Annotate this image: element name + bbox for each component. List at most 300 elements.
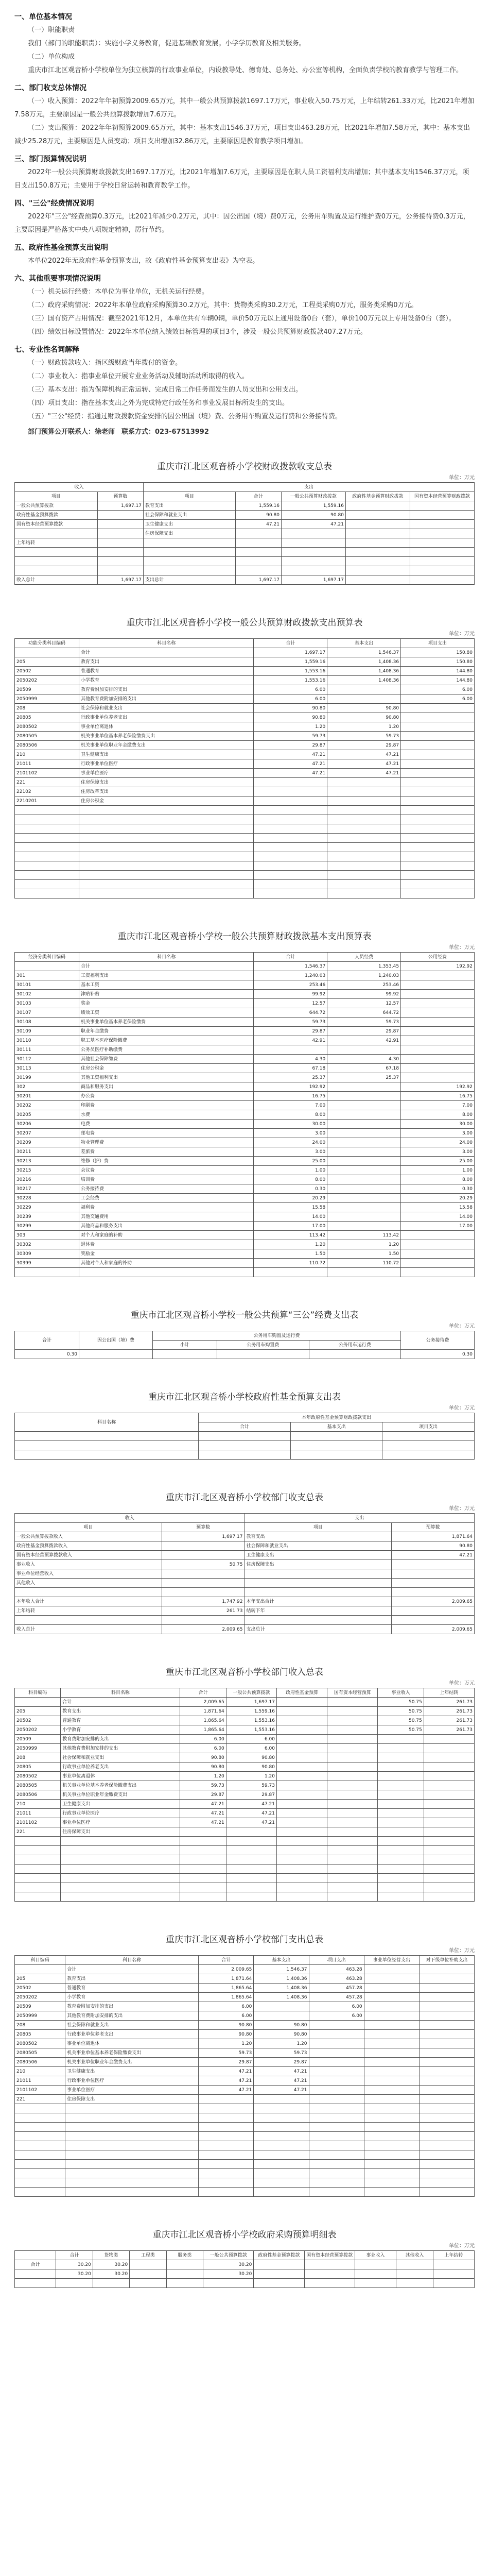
table-row — [15, 980, 475, 990]
table-cell — [378, 1892, 424, 1902]
header-income-group: 收入 — [15, 483, 144, 492]
table-cell — [15, 1432, 199, 1441]
table-cell — [309, 2104, 364, 2113]
table-cell: 事业单位医疗 — [65, 2086, 199, 2095]
table-cell — [424, 1735, 474, 1744]
table-cell — [378, 1818, 424, 1827]
table-cell: 3.00 — [401, 1147, 475, 1157]
table-cell — [401, 990, 475, 999]
table-row — [15, 787, 475, 796]
table-cell — [401, 843, 475, 852]
table-cell: 一般公共预算拨款 — [15, 501, 98, 511]
table-cell: 普通教育 — [61, 1716, 180, 1725]
table-row — [15, 1212, 475, 1222]
table-cell: 6.00 — [226, 1735, 276, 1744]
table-cell — [309, 2169, 364, 2178]
table-cell — [56, 2279, 93, 2288]
table-cell: 261.73 — [424, 1716, 474, 1725]
table-cell: 8.00 — [254, 1175, 327, 1184]
table-cell: 90.80 — [254, 713, 327, 722]
table-cell — [15, 1616, 162, 1625]
table-row — [15, 1974, 475, 1984]
table-cell — [254, 880, 327, 889]
table-cell — [309, 2039, 364, 2048]
table-cell — [327, 787, 401, 796]
table-cell — [401, 1055, 475, 1064]
table-cell: 其他收入 — [15, 1579, 162, 1588]
table-cell: 47.21 — [254, 750, 327, 759]
table-cell: 教育支出 — [61, 1707, 180, 1716]
table-cell: 29.87 — [327, 741, 401, 750]
table-cell — [244, 1569, 392, 1579]
table-cell: 1.00 — [254, 1166, 327, 1175]
table-cell — [97, 566, 143, 575]
table-row — [15, 1259, 475, 1268]
table-cell: 机关事业单位基本养老保险缴费支出 — [61, 1781, 180, 1790]
table-cell: 90.80 — [226, 1753, 276, 1762]
table-cell: 29.87 — [327, 1027, 401, 1036]
table-cell — [254, 2095, 309, 2104]
table-cell: 事业单位离退休 — [79, 722, 254, 732]
table-cell — [15, 2178, 65, 2188]
table-cell — [364, 2002, 419, 2011]
table-three-public — [14, 1308, 475, 1359]
table-cell: 维修（护）费 — [79, 1157, 254, 1166]
table-cell — [327, 1744, 378, 1753]
table-row — [15, 778, 475, 787]
table-cell — [254, 2011, 309, 2021]
table-row — [15, 1120, 475, 1129]
para-glossary-1: （一）财政拨款收入：指区级财政当年拨付的资金。 — [28, 359, 182, 367]
table-cell — [424, 1846, 474, 1855]
table-cell: 0.30 — [401, 1184, 475, 1194]
table-cell: 30112 — [15, 1055, 79, 1064]
table-cell — [433, 2260, 474, 2269]
table-row — [15, 1579, 475, 1588]
para-three-public: 2022年"三公"经费预算0.3万元，比2021年减少0.2万元，其中：因公出国（境）费0万元，公务用车购置及运行维护费0万元，公务接待费0.3万元，主要原因是严格落实中央八项规定精神，厉行节约。 — [14, 213, 470, 234]
table-cell: 30202 — [15, 1101, 79, 1110]
table-cell: 17.00 — [401, 1222, 475, 1231]
table-cell: 2101102 — [15, 769, 79, 778]
table-cell: 2050999 — [15, 2011, 65, 2021]
table-cell — [364, 2113, 419, 2123]
table-cell — [419, 2113, 474, 2123]
table-cell — [226, 1892, 276, 1902]
header-personnel: 人员经费 — [327, 953, 401, 962]
table-cell — [166, 2260, 203, 2269]
table-cell: 2080505 — [15, 2048, 65, 2058]
header-car: 公务用车购置及运行费 — [152, 1331, 400, 1341]
para-glossary-4: （四）项目支出：指在基本支出之外为完成特定行政任务和事业发展目标所发生的支出。 — [28, 399, 289, 407]
table-cell — [290, 1441, 382, 1450]
table-cell: 会议费 — [79, 1166, 254, 1175]
table-row — [15, 796, 475, 806]
header-unit — [15, 2251, 56, 2260]
table-cell: 4.30 — [254, 1055, 327, 1064]
table-cell: 8.00 — [254, 1110, 327, 1120]
table-cell: 29.87 — [199, 2058, 254, 2067]
table-cell: 奖励金 — [79, 1249, 254, 1259]
table-cell: 20502 — [15, 1716, 61, 1725]
table-cell: 0.30 — [15, 1350, 79, 1359]
table-cell — [401, 1027, 475, 1036]
table-cell — [401, 1259, 475, 1268]
table-cell — [345, 520, 410, 529]
table-cell: 192.92 — [401, 962, 475, 971]
table-cell — [15, 815, 79, 824]
table-cell — [65, 2141, 199, 2150]
table-cell: 1,871.64 — [392, 1532, 475, 1541]
table-cell: 绩效工资 — [79, 1008, 254, 1018]
table-row — [15, 1101, 475, 1110]
table-cell: 30.00 — [254, 1120, 327, 1129]
header-total: 合计 — [199, 1422, 291, 1432]
table-row — [15, 1194, 475, 1203]
table-row — [15, 1551, 475, 1560]
table-cell — [226, 1855, 276, 1865]
table-cell: 事业单位离退休 — [65, 2039, 199, 2048]
table-cell: 1,408.36 — [327, 657, 401, 667]
table-row — [15, 1450, 475, 1460]
table-cell: 25.00 — [254, 1157, 327, 1166]
table-cell — [392, 1616, 475, 1625]
table-cell: 59.73 — [199, 2048, 254, 2058]
table-cell — [364, 2095, 419, 2104]
table-cell — [235, 548, 281, 557]
table-cell — [378, 1753, 424, 1762]
header-other: 其他收入 — [396, 2251, 433, 2260]
table-cell — [424, 1772, 474, 1781]
table-cell — [401, 834, 475, 843]
table-cell: 25.37 — [327, 1073, 401, 1082]
table-cell: 30109 — [15, 1027, 79, 1036]
table-cell: 90.80 — [281, 511, 345, 520]
table-cell — [419, 2030, 474, 2039]
table-cell — [401, 889, 475, 899]
table-cell — [364, 2123, 419, 2132]
table-cell — [364, 2150, 419, 2160]
table-cell — [419, 2067, 474, 2076]
table-cell — [419, 1993, 474, 2002]
table-cell: 3.00 — [401, 1129, 475, 1138]
table-cell — [401, 704, 475, 713]
table-cell: 教育支出 — [65, 1974, 199, 1984]
unit-label: 单位：万元 — [449, 1681, 475, 1686]
table-cell — [61, 1865, 180, 1874]
table-cell — [15, 2132, 65, 2141]
table-cell: 261.73 — [162, 1606, 244, 1616]
table-cell — [378, 1744, 424, 1753]
header-general: 一般公共预算财政拨款 — [281, 492, 345, 501]
table-cell: 2,009.65 — [392, 1597, 475, 1606]
table-cell: 卫生健康支出 — [144, 520, 236, 529]
table-cell: 210 — [15, 2067, 65, 2076]
header-public: 公用经费 — [401, 953, 475, 962]
table-cell: 463.28 — [309, 1965, 364, 1974]
table-cell: 教育费附加安排的支出 — [65, 2002, 199, 2011]
table-cell — [277, 1837, 327, 1846]
table-cell: 住房改革支出 — [79, 787, 254, 796]
table-cell — [65, 2169, 199, 2178]
table-cell — [15, 1846, 61, 1855]
table-cell — [281, 538, 345, 548]
table-cell: 6.00 — [401, 694, 475, 704]
table-cell: 457.28 — [309, 1984, 364, 1993]
table-row — [15, 1892, 475, 1902]
table-cell: 210 — [15, 750, 79, 759]
table-row — [15, 1698, 475, 1707]
table-cell — [327, 694, 401, 704]
table-cell — [277, 1892, 327, 1902]
table-cell: 1,871.64 — [199, 1974, 254, 1984]
table-cell — [254, 787, 327, 796]
table-cell: 90.80 — [392, 1541, 475, 1551]
table-cell — [277, 1809, 327, 1818]
table-row — [15, 1865, 475, 1874]
para-glossary-2: （二）事业收入：指事业单位开展专业业务活动及辅助活动所取得的收入。 — [28, 372, 249, 380]
table-cell — [235, 566, 281, 575]
table-cell: 303 — [15, 1231, 79, 1240]
header-expense-group: 支出 — [144, 483, 475, 492]
heading-unit-basics: 一、单位基本情况 — [14, 13, 72, 21]
header-total: 合计 — [180, 1688, 226, 1698]
table-cell: 1,865.64 — [180, 1716, 226, 1725]
table-cell — [424, 1892, 474, 1902]
table-cell — [162, 1551, 244, 1560]
table-cell — [79, 806, 254, 815]
table-cell — [79, 861, 254, 871]
heading-budget: 三、部门预算情况说明 — [14, 155, 86, 163]
table-cell — [79, 824, 254, 834]
table-cell: 机关事业单位基本养老保险缴费支出 — [65, 2048, 199, 2058]
table-cell — [364, 2076, 419, 2086]
table-row — [15, 1129, 475, 1138]
header-basic: 基本支出 — [254, 1956, 309, 1965]
header-general: 一般公共预算拨款 — [226, 1688, 276, 1698]
table-cell — [410, 566, 474, 575]
table-cell: 本年收入合计 — [15, 1597, 162, 1606]
table-cell — [217, 1350, 309, 1359]
table-cell: 47.21 — [199, 2076, 254, 2086]
table-cell — [277, 1855, 327, 1865]
table-cell: 20.29 — [401, 1194, 475, 1203]
table-cell: 2080502 — [15, 1772, 61, 1781]
table-cell — [254, 824, 327, 834]
table-cell: 支出总计 — [144, 575, 236, 585]
table-cell: 2,009.65 — [199, 1965, 254, 1974]
table-cell: 59.73 — [254, 1018, 327, 1027]
table-cell: 行政事业单位养老支出 — [61, 1762, 180, 1772]
table-cell — [345, 501, 410, 511]
table-cell: 1,408.36 — [327, 676, 401, 685]
table-cell — [199, 2095, 254, 2104]
table-cell — [327, 1092, 401, 1101]
table-cell: 上年结转 — [15, 1606, 162, 1616]
table-cell: 30216 — [15, 1175, 79, 1184]
table-row — [15, 2132, 475, 2141]
table-cell: 59.73 — [226, 1781, 276, 1790]
table-cell — [130, 2269, 166, 2279]
table-cell — [424, 1827, 474, 1837]
table-row — [15, 2076, 475, 2086]
header-car-subtotal: 小计 — [152, 1341, 217, 1350]
header-total: 合计 — [254, 639, 327, 648]
table-cell: 30229 — [15, 1203, 79, 1212]
table-cell: 6.00 — [254, 685, 327, 694]
table-row — [15, 889, 475, 899]
fiscal-summary-table — [14, 482, 475, 585]
table-cell — [15, 1268, 79, 1277]
header-name: 科目名称 — [79, 639, 254, 648]
table-cell: 社会保障和就业支出 — [79, 704, 254, 713]
table-cell: 30.20 — [203, 2269, 254, 2279]
header-project: 项目支出 — [309, 1956, 364, 1965]
table-row — [15, 1231, 475, 1240]
table-cell: 25.37 — [254, 1073, 327, 1082]
table-cell — [277, 1772, 327, 1781]
table-cell: 208 — [15, 1753, 61, 1762]
table-cell: 150.80 — [401, 657, 475, 667]
table-cell: 奖金 — [79, 999, 254, 1008]
table-cell — [304, 2260, 355, 2269]
table-cell — [15, 1441, 199, 1450]
table-cell — [65, 2188, 199, 2197]
table-cell — [424, 1753, 474, 1762]
table-cell: 47.21 — [327, 750, 401, 759]
header-name: 科目名称 — [61, 1688, 180, 1698]
header-name: 科目名称 — [15, 1413, 199, 1432]
table-cell — [144, 548, 236, 557]
table-cell — [327, 1268, 401, 1277]
table-row — [15, 1110, 475, 1120]
table-cell: 住房公积金 — [79, 1064, 254, 1073]
table-cell — [401, 980, 475, 990]
table-cell: 110.72 — [254, 1259, 327, 1268]
table-cell: 47.21 — [254, 2076, 309, 2086]
table-cell: 253.46 — [254, 980, 327, 990]
table-cell: 2050202 — [15, 1725, 61, 1735]
table-cell: 机关事业单位职业年金缴费支出 — [61, 1790, 180, 1800]
table-cell — [15, 2150, 65, 2160]
table-cell: 30211 — [15, 1147, 79, 1157]
table-cell — [304, 2279, 355, 2288]
table-cell — [15, 557, 98, 566]
table-row — [15, 1725, 475, 1735]
table-cell — [199, 2169, 254, 2178]
table-cell: 30107 — [15, 1008, 79, 1018]
table-cell: 6.00 — [199, 2011, 254, 2021]
table-cell: 1.50 — [254, 1249, 327, 1259]
table-cell: 行政事业单位养老支出 — [65, 2030, 199, 2039]
table-cell: 30299 — [15, 1222, 79, 1231]
table-cell: 30239 — [15, 1212, 79, 1222]
table-cell — [277, 1818, 327, 1827]
table-cell — [424, 1855, 474, 1865]
table-cell: 水费 — [79, 1110, 254, 1120]
table-cell: 24.00 — [254, 1138, 327, 1147]
table-cell: 职工基本医疗保险缴费 — [79, 1036, 254, 1045]
table-cell — [254, 815, 327, 824]
table-cell: 教育费附加安排的支出 — [61, 1735, 180, 1744]
table-cell — [144, 538, 236, 548]
table-cell — [345, 511, 410, 520]
dept-summary-table — [14, 1513, 475, 1634]
table-row — [15, 1222, 475, 1231]
header-total: 合计 — [15, 1331, 79, 1350]
table-cell — [226, 1883, 276, 1892]
table-cell — [401, 722, 475, 732]
table-cell: 机关事业单位职业年金缴费支出 — [79, 741, 254, 750]
para-other-1: （一）机关运行经费：本单位为事业单位，无机关运行经费。 — [28, 288, 209, 296]
table-cell: 47.21 — [199, 2067, 254, 2076]
table-cell — [378, 1874, 424, 1883]
table-cell — [419, 2141, 474, 2150]
table-row — [15, 1716, 475, 1725]
table-cell: 社会保障和就业支出 — [65, 2021, 199, 2030]
table-cell — [345, 557, 410, 566]
table-cell — [254, 1268, 327, 1277]
table-cell — [309, 2076, 364, 2086]
table-cell — [309, 2188, 364, 2197]
table-row — [15, 824, 475, 834]
table-cell — [345, 548, 410, 557]
table-cell: 住房公积金 — [79, 796, 254, 806]
table-cell — [199, 1441, 291, 1450]
table-cell — [419, 2048, 474, 2058]
para-income: （一）收入预算：2022年年初预算2009.65万元，其中一般公共预算拨款1697.17万元，事业收入50.75万元，上年结转261.33万元，比2021年增加7.58万元，主要原因是一般公共预算拨款增加7.6万元。 — [14, 97, 475, 118]
table-cell: 事业收入 — [15, 1560, 162, 1569]
table-cell — [277, 1698, 327, 1707]
table-cell — [396, 2269, 433, 2279]
table-row — [15, 713, 475, 722]
table-row — [15, 1588, 475, 1597]
table-cell: 1,240.03 — [254, 971, 327, 980]
table-cell: 卫生健康支出 — [65, 2067, 199, 2076]
table-cell: 47.21 — [254, 759, 327, 769]
table-cell: 6.00 — [199, 2002, 254, 2011]
table-cell — [79, 889, 254, 899]
table-cell — [327, 1790, 378, 1800]
table-cell — [65, 2104, 199, 2113]
table-cell — [61, 1846, 180, 1855]
subhead-structure: （二）单位构成 — [28, 53, 75, 61]
table-cell: 50.75 — [378, 1725, 424, 1735]
heading-overall: 二、部门收支总体情况 — [14, 84, 86, 92]
table-row — [15, 1883, 475, 1892]
table-cell: 2210201 — [15, 796, 79, 806]
table-row — [15, 538, 475, 548]
table-row — [15, 676, 475, 685]
table-cell — [254, 806, 327, 815]
table-cell — [401, 732, 475, 741]
table-cell — [419, 1974, 474, 1984]
table-row — [15, 1993, 475, 2002]
table-cell — [309, 2086, 364, 2095]
table-cell: 2050999 — [15, 694, 79, 704]
table-cell: 社会保障和就业支出 — [144, 511, 236, 520]
table-cell: 1,697.17 — [254, 648, 327, 657]
table-cell: 113.42 — [327, 1231, 401, 1240]
table-cell: 政府性基金预算拨款收入 — [15, 1541, 162, 1551]
table-cell: 47.21 — [226, 1818, 276, 1827]
overview-section — [14, 0, 475, 439]
table-cell — [410, 501, 474, 511]
table-cell — [199, 2104, 254, 2113]
table-cell: 住房保障支出 — [65, 2095, 199, 2104]
table-cell: 30217 — [15, 1184, 79, 1194]
table-cell — [378, 1790, 424, 1800]
table-cell — [327, 1166, 401, 1175]
